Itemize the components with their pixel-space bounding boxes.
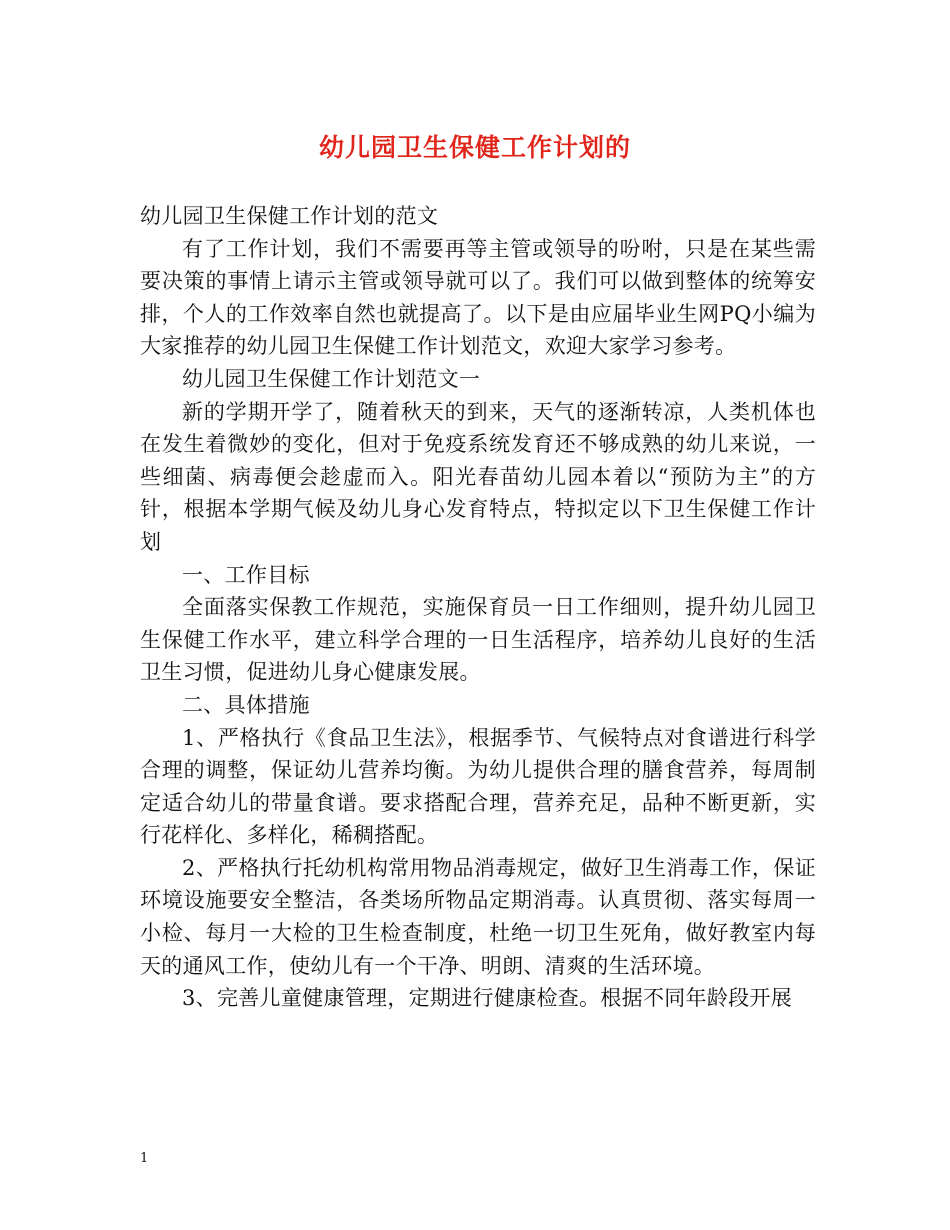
page-number: 1	[140, 1151, 149, 1166]
section-heading-measures: 二、具体措施	[182, 692, 310, 717]
section-heading-goals: 一、工作目标	[182, 562, 310, 587]
section-heading-sample-one: 幼儿园卫生保健工作计划范文一	[182, 366, 481, 391]
subtitle-paragraph: 幼儿园卫生保健工作计划的范文	[140, 204, 439, 228]
measure-item-3: 3、完善儿童健康管理，定期进行健康检查。根据不同年龄段开展	[182, 986, 793, 1011]
measure-item-2: 2、严格执行托幼机构常用物品消毒规定，做好卫生消毒工作，保证环境设施要安全整洁，各类场所物品定期消毒。认真贯彻、落实每周一小检、每月一大检的卫生检查制度，杜绝一切卫生死角，做好教室内每天的通风工作，使幼儿有一个干净、明朗、清爽的生活环境。	[140, 855, 816, 978]
measure-item-1: 1、严格执行《食品卫生法》，根据季节、气候特点对食谱进行科学合理的调整，保证幼儿营养均衡。为幼儿提供合理的膳食营养，每周制定适合幼儿的带量食谱。要求搭配合理，营养充足，品种不断更新，实行花样化、多样化，稀稠搭配。	[140, 725, 816, 848]
body-paragraph: 新的学期开学了，随着秋天的到来，天气的逐渐转凉，人类机体也在发生着微妙的变化，但对于免疫系统发育还不够成熟的幼儿来说，一些细菌、病毒便会趁虚而入。阳光春苗幼儿园本着以“预防为主”的方针，根据本学期气候及幼儿身心发育特点，特拟定以下卫生保健工作计划	[140, 399, 816, 554]
document-body	[140, 200, 816, 1015]
intro-paragraph: 有了工作计划，我们不需要再等主管或领导的吩咐，只是在某些需要决策的事情上请示主管或领导就可以了。我们可以做到整体的统筹安排，个人的工作效率自然也就提高了。以下是由应届毕业生网PQ小编为大家推荐的幼儿园卫生保健工作计划范文，欢迎大家学习参考。	[140, 236, 816, 359]
document-title: 幼儿园卫生保健工作计划的	[318, 133, 631, 162]
body-paragraph: 全面落实保教工作规范，实施保育员一日工作细则，提升幼儿园卫生保健工作水平，建立科学合理的一日生活程序，培养幼儿良好的生活卫生习惯，促进幼儿身心健康发展。	[140, 595, 816, 685]
